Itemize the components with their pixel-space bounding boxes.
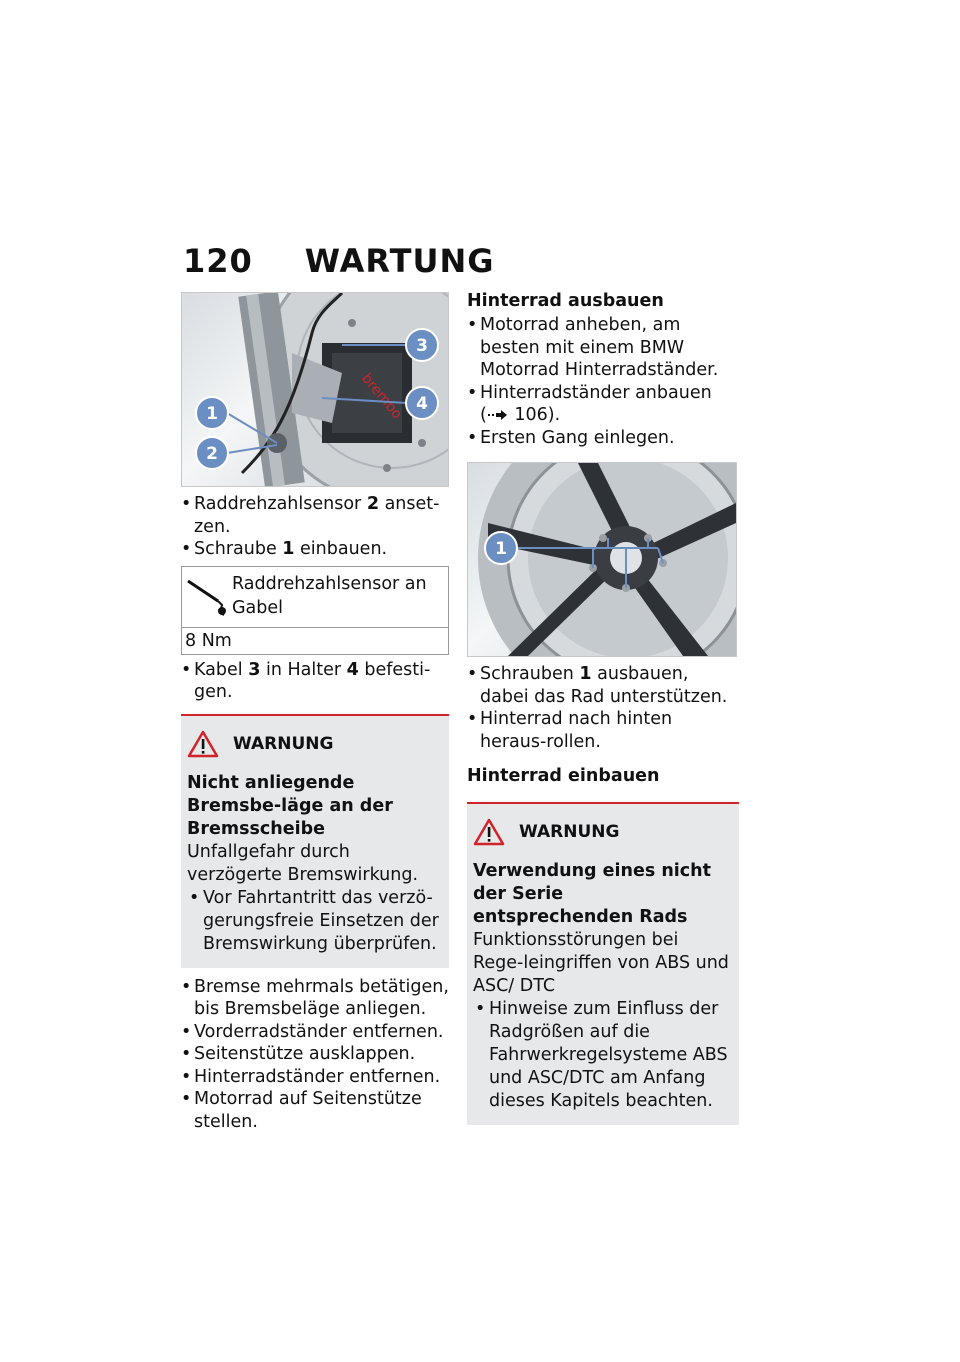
section-title-ausbauen: Hinterrad ausbauen xyxy=(467,291,664,311)
torque-table xyxy=(181,566,449,655)
list-item: • Hinterrad nach hinten heraus-rollen. xyxy=(467,708,739,753)
warning-triangle-icon xyxy=(187,730,219,758)
figure-badge-4-label: 4 xyxy=(416,394,428,414)
list-item: • Raddrehzahlsensor 2 anset-zen. xyxy=(181,493,449,538)
list-item: • Hinterradständer entfernen. xyxy=(181,1066,449,1089)
torque-label: Raddrehzahlsensor an Gabel xyxy=(232,573,427,618)
list-item: • Hinterradständer anbauen ( 106). xyxy=(467,382,739,427)
list-item: • Kabel 3 in Halter 4 befesti-gen. xyxy=(181,659,449,704)
rear-wheel-figure xyxy=(467,462,737,657)
list-item: • Bremse mehrmals betätigen, bis Bremsbeläge anliegen. xyxy=(181,976,449,1021)
list-item: • Motorrad auf Seitenstütze stellen. xyxy=(181,1088,449,1133)
figure-badge-2-label: 2 xyxy=(206,444,218,464)
warning-heading: Nicht anliegende Bremsbe-läge an der Bremsscheibe xyxy=(187,772,393,839)
warning-instruction: • Hinweise zum Einfluss der Radgrößen auf die Fahrwerkregelsysteme ABS und ASC/DTC am Anfang dieses Kapitels beachten. xyxy=(473,998,729,1113)
svg-text:brembo: brembo xyxy=(358,370,406,423)
rear-wheel-illustration xyxy=(468,463,736,656)
list-item: • Seitenstütze ausklappen. xyxy=(181,1043,449,1066)
warning-triangle-icon xyxy=(473,818,505,846)
page-number: 120 xyxy=(183,242,253,280)
list-item: • Schraube 1 einbauen. xyxy=(181,538,449,561)
list-item: • Motorrad anheben, am besten mit einem BMW Motorrad Hinterradständer. xyxy=(467,314,739,382)
figure-badge-1-label: 1 xyxy=(206,404,218,424)
list-item: • Vorderradständer entfernen. xyxy=(181,1021,449,1044)
torque-wrench-icon xyxy=(186,575,228,617)
list-item: • Ersten Gang einlegen. xyxy=(467,427,739,450)
page-header xyxy=(183,242,494,280)
front-wheel-illustration xyxy=(182,293,448,486)
right-column xyxy=(467,290,739,1125)
figure-badge-3-label: 3 xyxy=(416,336,428,356)
warning-box xyxy=(467,802,739,1125)
warning-text: Unfallgefahr durch verzögerte Bremswirkung. xyxy=(187,841,419,885)
warning-title: WARNUNG xyxy=(233,733,334,754)
page-title: WARTUNG xyxy=(304,242,495,280)
warning-instruction: • Vor Fahrtantritt das verzö-gerungsfreie Einsetzen der Bremswirkung überprüfen. xyxy=(187,887,439,956)
warning-box xyxy=(181,714,449,968)
warning-title: WARNUNG xyxy=(519,822,620,842)
warning-heading: Verwendung eines nicht der Serie entsprechenden Rads xyxy=(473,861,712,927)
figure-badge-1-label: 1 xyxy=(495,539,507,559)
front-wheel-sensor-figure xyxy=(181,292,449,487)
left-column xyxy=(181,292,449,1133)
torque-value: 8 Nm xyxy=(185,630,232,651)
list-item: • Schrauben 1 ausbauen, dabei das Rad unterstützen. xyxy=(467,663,739,708)
page-reference: 106). xyxy=(514,405,561,425)
page-reference-arrow-icon xyxy=(487,409,509,421)
warning-text: Funktionsstörungen bei Rege-leingriffen von ABS und ASC/ DTC xyxy=(473,930,729,996)
section-title-einbauen: Hinterrad einbauen xyxy=(467,766,660,786)
